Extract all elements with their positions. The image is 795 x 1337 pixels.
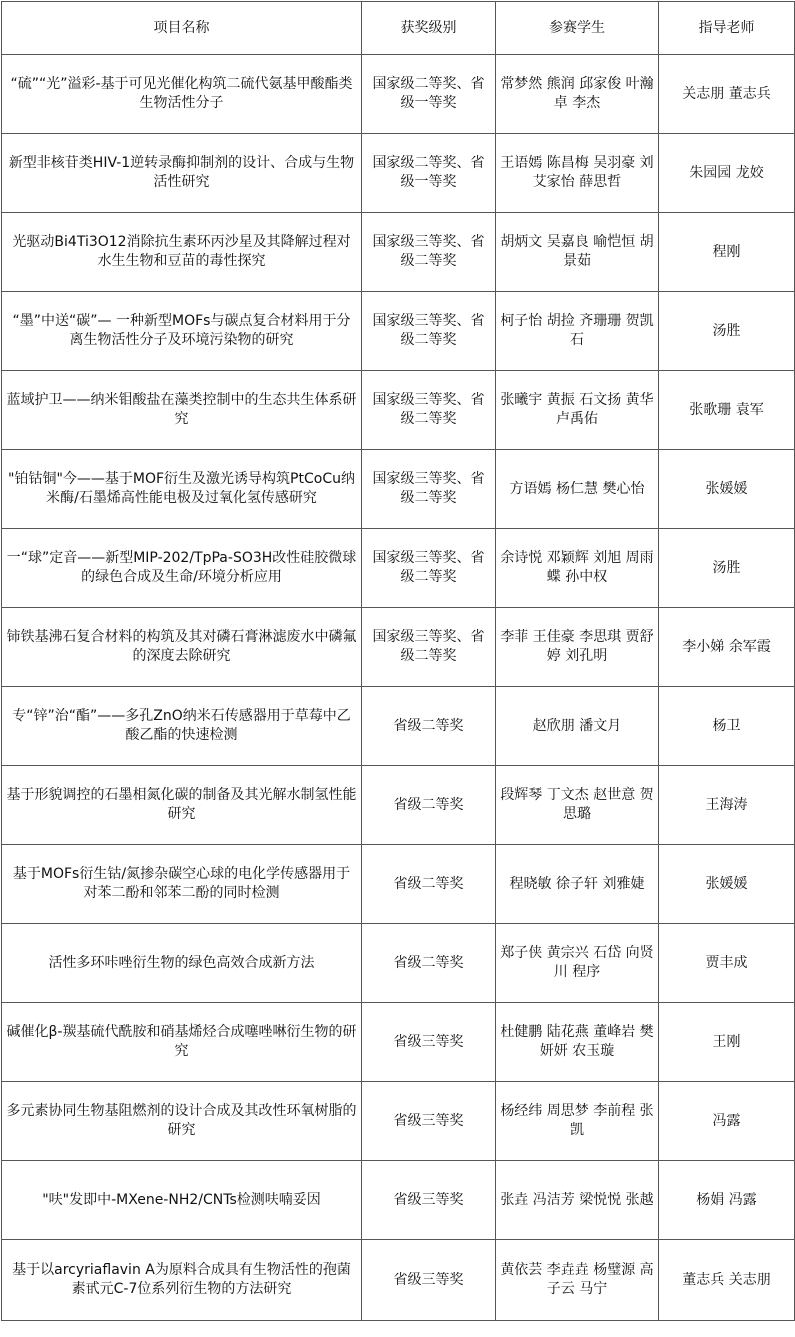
students-cell: 黄依芸 李垚垚 杨璧源 高子云 马宁 xyxy=(496,1240,659,1321)
advisor-cell: 张歌珊 袁军 xyxy=(659,371,795,450)
advisor-cell: 程刚 xyxy=(659,213,795,292)
students-cell: 段辉琴 丁文杰 赵世意 贺思璐 xyxy=(496,766,659,845)
advisor-cell: 王海涛 xyxy=(659,766,795,845)
table-row xyxy=(2,450,795,529)
table-row xyxy=(2,292,795,371)
project-name-cell: "呋"发即中-MXene-NH2/CNTs检测呋喃妥因 xyxy=(2,1161,362,1240)
advisor-cell: 王刚 xyxy=(659,1003,795,1082)
table-row xyxy=(2,55,795,134)
award-level-cell: 省级三等奖 xyxy=(362,1240,496,1321)
award-level-cell: 省级三等奖 xyxy=(362,1082,496,1161)
students-cell: 赵欣朋 潘文月 xyxy=(496,687,659,766)
header-row xyxy=(2,2,795,55)
award-level-cell: 国家级三等奖、省级二等奖 xyxy=(362,371,496,450)
students-cell: 李菲 王佳豪 李思琪 贾舒婷 刘孔明 xyxy=(496,608,659,687)
advisor-cell: 张媛媛 xyxy=(659,845,795,924)
advisor-cell: 汤胜 xyxy=(659,529,795,608)
project-name-cell: 光驱动Bi4Ti3O12消除抗生素环丙沙星及其降解过程对水生生物和豆苗的毒性探究 xyxy=(2,213,362,292)
project-name-cell: 多元素协同生物基阻燃剂的设计合成及其改性环氧树脂的研究 xyxy=(2,1082,362,1161)
students-cell: 胡炳文 吴嘉良 喻恺恒 胡景茹 xyxy=(496,213,659,292)
table-row xyxy=(2,924,795,1003)
advisor-cell: 贾丰成 xyxy=(659,924,795,1003)
students-cell: 郑子侠 黄宗兴 石岱 向贤川 程序 xyxy=(496,924,659,1003)
project-name-cell: 活性多环咔唑衍生物的绿色高效合成新方法 xyxy=(2,924,362,1003)
table-row xyxy=(2,529,795,608)
table-row xyxy=(2,1082,795,1161)
students-cell: 杜健鹏 陆花燕 董峰岩 樊妍妍 农玉璇 xyxy=(496,1003,659,1082)
table-row xyxy=(2,687,795,766)
advisor-cell: 朱园园 龙姣 xyxy=(659,134,795,213)
students-cell: 柯子怡 胡捡 齐珊珊 贺凯石 xyxy=(496,292,659,371)
table-row xyxy=(2,1161,795,1240)
project-name-cell: 基于形貌调控的石墨相氮化碳的制备及其光解水制氢性能研究 xyxy=(2,766,362,845)
students-cell: 常梦然 熊润 邱家俊 叶瀚卓 李杰 xyxy=(496,55,659,134)
header-students: 参赛学生 xyxy=(496,2,659,55)
project-name-cell: “硫”“光”溢彩-基于可见光催化构筑二硫代氨基甲酸酯类生物活性分子 xyxy=(2,55,362,134)
project-name-cell: 基于MOFs衍生钴/氮掺杂碳空心球的电化学传感器用于对苯二酚和邻苯二酚的同时检测 xyxy=(2,845,362,924)
award-level-cell: 省级二等奖 xyxy=(362,924,496,1003)
project-name-cell: 蓝域护卫——纳米钼酸盐在藻类控制中的生态共生体系研究 xyxy=(2,371,362,450)
project-name-cell: 一“球”定音——新型MIP-202/TpPa-SO3H改性硅胶微球的绿色合成及生命/环境分析应用 xyxy=(2,529,362,608)
award-level-cell: 省级三等奖 xyxy=(362,1003,496,1082)
table-row xyxy=(2,608,795,687)
award-level-cell: 国家级三等奖、省级二等奖 xyxy=(362,608,496,687)
project-name-cell: 碱催化β-羰基硫代酰胺和硝基烯烃合成噻唑啉衍生物的研究 xyxy=(2,1003,362,1082)
project-name-cell: 专“锌”治“酯”——多孔ZnO纳米石传感器用于草莓中乙酸乙酯的快速检测 xyxy=(2,687,362,766)
table-row xyxy=(2,134,795,213)
award-level-cell: 国家级三等奖、省级二等奖 xyxy=(362,529,496,608)
students-cell: 程晓敏 徐子轩 刘雅婕 xyxy=(496,845,659,924)
table-row xyxy=(2,213,795,292)
advisor-cell: 杨卫 xyxy=(659,687,795,766)
award-level-cell: 国家级二等奖、省级一等奖 xyxy=(362,134,496,213)
project-name-cell: “墨”中送“碳”— 一种新型MOFs与碳点复合材料用于分离生物活性分子及环境污染物的研究 xyxy=(2,292,362,371)
advisor-cell: 张媛媛 xyxy=(659,450,795,529)
students-cell: 杨经纬 周思梦 李前程 张凯 xyxy=(496,1082,659,1161)
project-name-cell: 铈铁基沸石复合材料的构筑及其对磷石膏淋滤废水中磷氟的深度去除研究 xyxy=(2,608,362,687)
table-row xyxy=(2,1240,795,1321)
award-level-cell: 省级二等奖 xyxy=(362,766,496,845)
project-name-cell: 基于以arcyriaflavin A为原料合成具有生物活性的孢菌素甙元C-7位系列衍生物的方法研究 xyxy=(2,1240,362,1321)
table-row xyxy=(2,371,795,450)
advisor-cell: 董志兵 关志朋 xyxy=(659,1240,795,1321)
award-level-cell: 国家级三等奖、省级二等奖 xyxy=(362,292,496,371)
students-cell: 余诗悦 邓颖辉 刘旭 周雨蝶 孙中权 xyxy=(496,529,659,608)
table-row xyxy=(2,845,795,924)
advisor-cell: 冯露 xyxy=(659,1082,795,1161)
advisor-cell: 关志朋 董志兵 xyxy=(659,55,795,134)
table-row xyxy=(2,766,795,845)
award-level-cell: 省级三等奖 xyxy=(362,1161,496,1240)
header-project-name: 项目名称 xyxy=(2,2,362,55)
project-name-cell: 新型非核苷类HIV-1逆转录酶抑制剂的设计、合成与生物活性研究 xyxy=(2,134,362,213)
award-level-cell: 国家级二等奖、省级一等奖 xyxy=(362,55,496,134)
award-level-cell: 国家级三等奖、省级二等奖 xyxy=(362,213,496,292)
award-level-cell: 国家级三等奖、省级二等奖 xyxy=(362,450,496,529)
students-cell: 王语嫣 陈昌梅 吴羽豪 刘艾家怡 薛思哲 xyxy=(496,134,659,213)
students-cell: 方语嫣 杨仁慧 樊心怡 xyxy=(496,450,659,529)
advisor-cell: 汤胜 xyxy=(659,292,795,371)
awards-table xyxy=(1,1,795,1321)
advisor-cell: 杨娟 冯露 xyxy=(659,1161,795,1240)
header-advisor: 指导老师 xyxy=(659,2,795,55)
header-award-level: 获奖级别 xyxy=(362,2,496,55)
table-row xyxy=(2,1003,795,1082)
students-cell: 张垚 冯洁芳 梁悦悦 张越 xyxy=(496,1161,659,1240)
advisor-cell: 李小娣 余军霞 xyxy=(659,608,795,687)
award-level-cell: 省级二等奖 xyxy=(362,687,496,766)
project-name-cell: "铂钴铜"今——基于MOF衍生及激光诱导构筑PtCoCu纳米酶/石墨烯高性能电极及过氧化氢传感研究 xyxy=(2,450,362,529)
students-cell: 张曦宇 黄振 石文扬 黄华 卢禹佑 xyxy=(496,371,659,450)
award-level-cell: 省级二等奖 xyxy=(362,845,496,924)
